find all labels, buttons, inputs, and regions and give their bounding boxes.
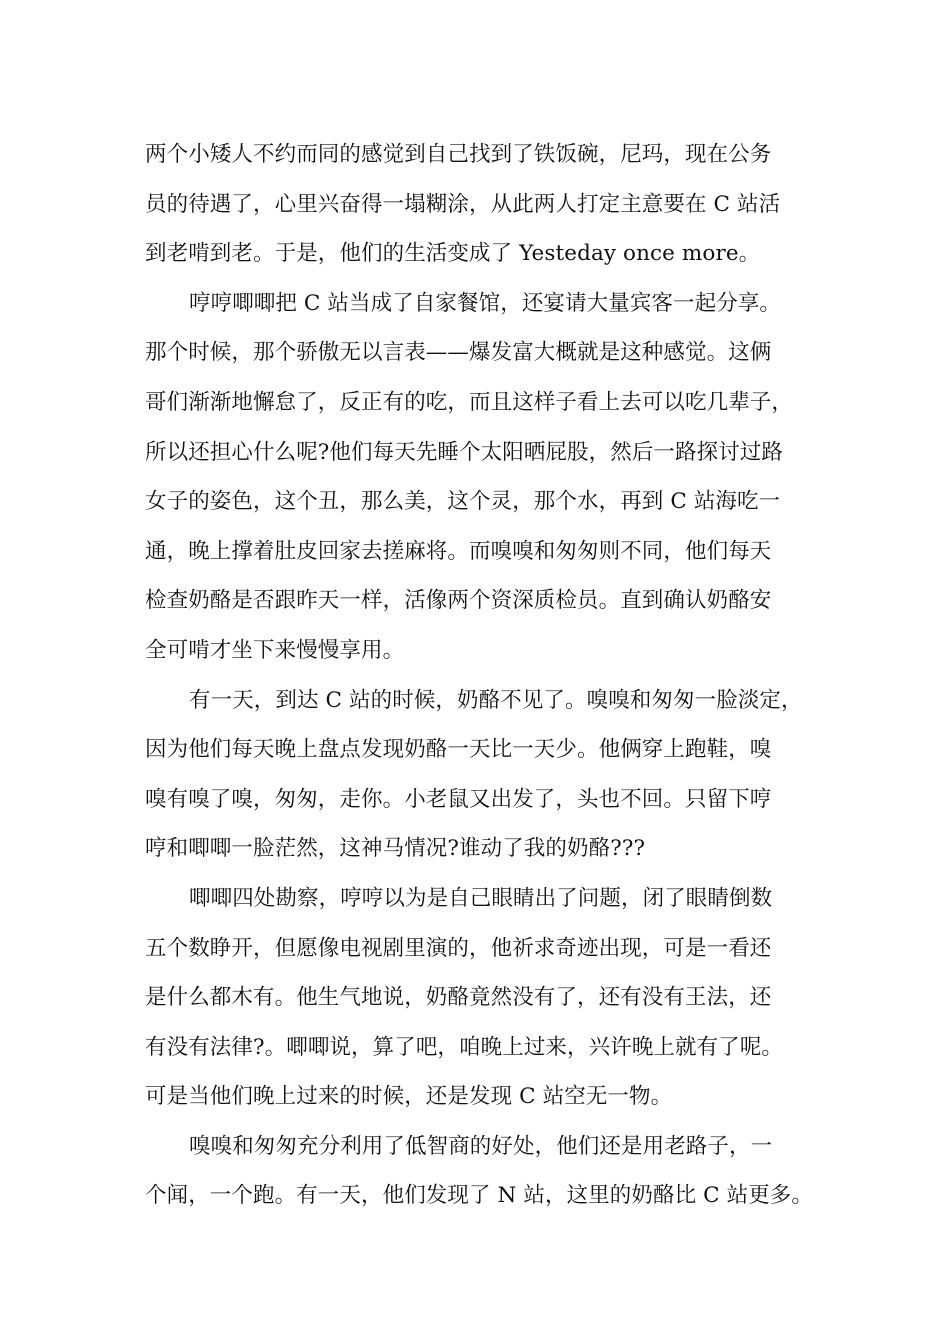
text-line: 哥们渐渐地懈怠了，反正有的吃，而且这样子看上去可以吃几辈子， (145, 389, 794, 415)
text-line: 是什么都木有。他生气地说，奶酪竟然没有了，还有没有王法，还 (145, 985, 772, 1011)
paragraph-1 (145, 130, 835, 279)
text-line: 五个数睁开，但愿像电视剧里演的，他祈求奇迹出现，可是一看还 (145, 935, 772, 961)
text-line: 所以还担心什么呢?他们每天先睡个太阳晒屁股，然后一路探讨过路 (145, 439, 784, 465)
text-line: 有一天，到达 C 站的时候，奶酪不见了。嗅嗅和匆匆一脸淡定， (189, 687, 803, 713)
text-line: 到老啃到老。于是，他们的生活变成了 Yesteday once more。 (145, 241, 761, 267)
paragraph-3 (145, 676, 835, 874)
text-line: 全可啃才坐下来慢慢享用。 (145, 637, 405, 663)
text-line: 个闻，一个跑。有一天，他们发现了 N 站，这里的奶酪比 C 站更多。 (145, 1183, 814, 1209)
text-line: 有没有法律?。唧唧说，算了吧，咱晚上过来，兴许晚上就有了呢。 (145, 1034, 784, 1060)
text-line: 哼哼唧唧把 C 站当成了自家餐馆，还宴请大量宾客一起分享。 (189, 290, 782, 316)
paragraph-4 (145, 874, 835, 1122)
text-line: 检查奶酪是否跟昨天一样，活像两个资深质检员。直到确认奶酪安 (145, 588, 772, 614)
text-line: 哼和唧唧一脸茫然，这神马情况?谁动了我的奶酪??? (145, 836, 646, 862)
text-line: 嗅嗅和匆匆充分利用了低智商的好处，他们还是用老路子，一 (189, 1133, 773, 1159)
story-text (145, 130, 835, 1221)
text-line: 因为他们每天晚上盘点发现奶酪一天比一天少。他俩穿上跑鞋，嗅 (145, 737, 772, 763)
paragraph-2 (145, 279, 835, 676)
text-line: 两个小矮人不约而同的感觉到自己找到了铁饭碗，尼玛，现在公务 (145, 142, 772, 167)
text-line: 女子的姿色，这个丑，那么美，这个灵，那个水，再到 C 站海吃一 (145, 489, 781, 515)
text-line: 嗅有嗅了嗅，匆匆，走你。小老鼠又出发了，头也不回。只留下哼 (145, 786, 772, 812)
text-line: 员的待遇了，心里兴奋得一塌糊涂，从此两人打定主意要在 C 站活 (145, 191, 781, 217)
text-line: 唧唧四处勘察，哼哼以为是自己眼睛出了问题，闭了眼睛倒数 (189, 885, 773, 911)
text-line: 可是当他们晚上过来的时候，还是发现 C 站空无一物。 (145, 1084, 673, 1110)
text-line: 通，晚上撑着肚皮回家去搓麻将。而嗅嗅和匆匆则不同，他们每天 (145, 538, 772, 564)
paragraph-5 (145, 1122, 835, 1221)
text-line: 那个时候，那个骄傲无以言表——爆发富大概就是这种感觉。这俩 (145, 340, 772, 366)
